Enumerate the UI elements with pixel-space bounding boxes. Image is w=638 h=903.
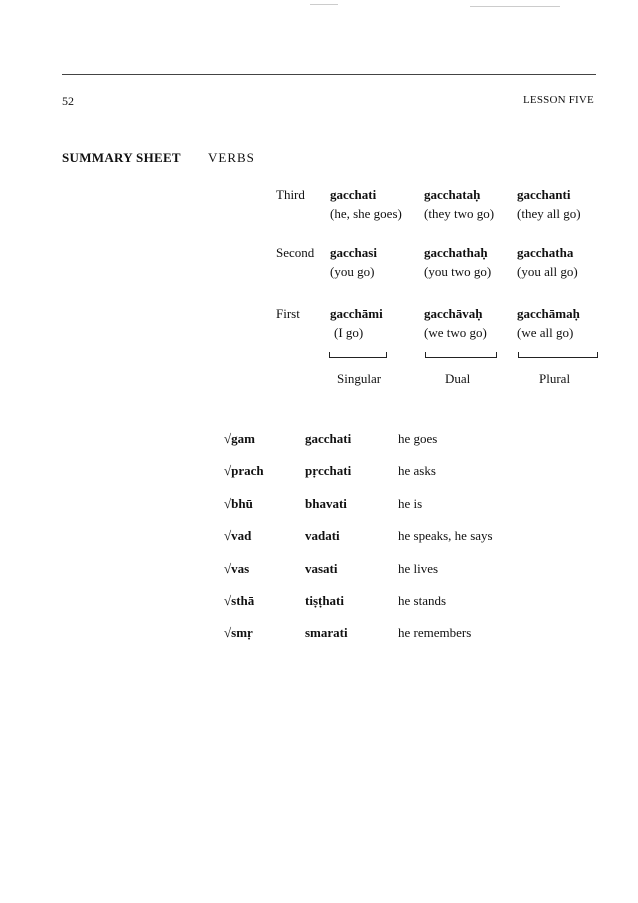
dual-form: gacchathaḥ [424, 245, 488, 260]
plural-label: Plural [539, 371, 571, 386]
verb-form: vasati [305, 561, 338, 576]
verb-root: √prach [224, 463, 264, 478]
verb-meaning: he lives [398, 561, 439, 576]
verb-root: √vad [224, 528, 252, 543]
plural-gloss: (you all go) [517, 264, 578, 279]
lesson-heading: LESSON FIVE [523, 94, 594, 106]
plural-form: gacchāmaḥ [517, 306, 580, 321]
verb-form: pṛcchati [305, 463, 352, 478]
verb-root: √vas [224, 561, 250, 576]
person-label: Second [276, 245, 315, 260]
scan-mark [470, 6, 560, 7]
plural-bracket [518, 352, 598, 358]
plural-gloss: (we all go) [517, 325, 574, 340]
singular-form: gacchati [330, 187, 377, 202]
singular-gloss: (you go) [330, 264, 375, 279]
person-label: Third [276, 187, 305, 202]
verb-root: √bhū [224, 496, 253, 511]
dual-label: Dual [445, 371, 471, 386]
plural-gloss: (they all go) [517, 206, 581, 221]
dual-gloss: (we two go) [424, 325, 487, 340]
singular-label: Singular [337, 371, 382, 386]
verb-form: smarati [305, 625, 348, 640]
verb-form: gacchati [305, 431, 352, 446]
verb-meaning: he is [398, 496, 423, 511]
singular-bracket [329, 352, 387, 358]
verb-meaning: he remembers [398, 625, 472, 640]
header-rule [62, 74, 596, 75]
verb-form: bhavati [305, 496, 347, 511]
dual-bracket [425, 352, 497, 358]
plural-form: gacchatha [517, 245, 574, 260]
verb-meaning: he asks [398, 463, 436, 478]
verb-meaning: he goes [398, 431, 438, 446]
verb-root: √gam [224, 431, 255, 446]
dual-form: gacchāvaḥ [424, 306, 483, 321]
person-label: First [276, 306, 300, 321]
verb-form: vadati [305, 528, 340, 543]
plural-form: gacchanti [517, 187, 571, 202]
singular-form: gacchasi [330, 245, 377, 260]
verb-meaning: he stands [398, 593, 447, 608]
section-subtitle: VERBS [208, 150, 255, 165]
verb-root: √smṛ [224, 625, 253, 640]
verb-meaning: he speaks, he says [398, 528, 493, 543]
dual-gloss: (you two go) [424, 264, 492, 279]
dual-form: gacchataḥ [424, 187, 481, 202]
verb-root: √sthā [224, 593, 255, 608]
scan-mark [310, 4, 338, 5]
section-title: SUMMARY SHEET [62, 150, 181, 165]
dual-gloss: (they two go) [424, 206, 495, 221]
verb-form: tiṣṭhati [305, 593, 344, 608]
page-number: 52 [62, 94, 74, 108]
singular-gloss: (he, she goes) [330, 206, 402, 221]
singular-gloss: (I go) [334, 325, 364, 340]
singular-form: gacchāmi [330, 306, 383, 321]
